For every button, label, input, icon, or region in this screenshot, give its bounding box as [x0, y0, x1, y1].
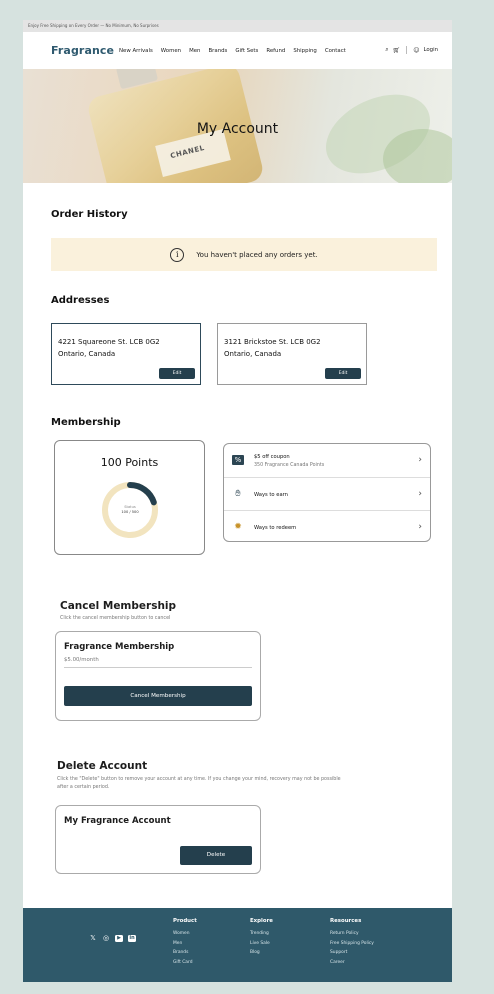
- addresses-title: Addresses: [51, 295, 110, 306]
- logo[interactable]: Fragrance: [51, 44, 115, 57]
- delete-account-button[interactable]: Delete: [180, 846, 252, 865]
- footer-link[interactable]: Men: [173, 940, 183, 946]
- hero-leaf: [383, 129, 452, 183]
- ways-to-earn-label: Ways to earn: [254, 492, 288, 498]
- footer-link[interactable]: Free Shipping Policy: [330, 940, 374, 946]
- nav-link-refund[interactable]: Refund: [266, 48, 286, 54]
- nav-link-women[interactable]: Women: [160, 48, 182, 54]
- chevron-right-icon: ›: [418, 455, 422, 465]
- nav-link-men[interactable]: Men: [189, 48, 201, 54]
- nav-actions: [385, 46, 438, 54]
- social-links: [89, 934, 136, 942]
- instagram-icon[interactable]: ◎: [102, 934, 110, 942]
- nav-link-new-arrivals[interactable]: New Arrivals: [119, 48, 153, 54]
- cancel-membership-subtitle: Click the cancel membership button to cancel: [60, 616, 171, 621]
- address-card[interactable]: [217, 323, 367, 385]
- footer-column-product: [173, 918, 197, 969]
- membership-plan-price: $5.00/month: [64, 657, 99, 663]
- coupon-subtitle: 350 Fragrance Canada Points: [254, 463, 325, 468]
- redeem-icon: ✹: [234, 522, 242, 532]
- address-line1: 3121 Brickstoe St. LCB 0G2: [224, 338, 321, 346]
- edit-address-button[interactable]: Edit: [159, 368, 195, 379]
- order-history-title: Order History: [51, 209, 128, 220]
- points-progress-ring: [99, 479, 161, 541]
- footer-heading: Product: [173, 918, 197, 924]
- membership-title: Membership: [51, 417, 121, 428]
- hero-banner: [23, 69, 452, 183]
- footer: [23, 908, 452, 982]
- divider: [64, 667, 252, 668]
- footer-link[interactable]: Women: [173, 931, 190, 936]
- footer-heading: Explore: [250, 918, 273, 924]
- footer-column-explore: [250, 918, 273, 960]
- empty-orders-notice: [51, 238, 437, 271]
- edit-address-button[interactable]: Edit: [325, 368, 361, 379]
- perfume-label-text: CHANEL: [169, 143, 206, 161]
- address-card[interactable]: [51, 323, 201, 385]
- points-label: 100 Points: [100, 456, 159, 469]
- announcement-bar: Enjoy Free Shipping on Every Order — No Minimum, No Surprises: [23, 20, 452, 32]
- search-icon[interactable]: ⌕: [385, 46, 389, 53]
- status-label: Status: [124, 505, 136, 509]
- footer-link[interactable]: Blog: [250, 950, 260, 955]
- nav-link-contact[interactable]: Contact: [324, 48, 346, 54]
- coupon-title: $5 off coupon: [254, 454, 290, 460]
- nav-divider: [406, 46, 407, 54]
- delete-account-title: Delete Account: [57, 760, 148, 772]
- coupon-row[interactable]: [224, 444, 430, 477]
- linkedin-icon[interactable]: in: [129, 934, 135, 941]
- membership-plan-card: [55, 631, 261, 721]
- cancel-membership-button[interactable]: Cancel Membership: [64, 686, 252, 706]
- info-icon: i: [170, 248, 184, 262]
- page: [23, 20, 452, 982]
- ways-to-redeem-row[interactable]: [224, 510, 430, 543]
- nav-links: [119, 48, 346, 54]
- ways-to-redeem-label: Ways to redeem: [254, 525, 297, 531]
- top-nav: [23, 32, 452, 69]
- footer-link[interactable]: Career: [330, 959, 345, 965]
- empty-orders-message: You haven't placed any orders yet.: [196, 250, 318, 259]
- account-card-title: My Fragrance Account: [64, 816, 171, 826]
- coupon-icon: %: [232, 455, 244, 465]
- footer-link[interactable]: Trending: [250, 931, 269, 936]
- address-line2: Ontario, Canada: [224, 350, 282, 358]
- user-icon[interactable]: ☺: [413, 46, 420, 54]
- footer-column-resources: [330, 918, 374, 969]
- address-line2: Ontario, Canada: [58, 350, 116, 358]
- footer-heading: Resources: [330, 918, 362, 924]
- address-line1: 4221 Squareone St. LCB 0G2: [58, 338, 160, 346]
- hand-coin-icon: ✋︎: [235, 489, 241, 499]
- account-card: [55, 805, 261, 874]
- nav-link-brands[interactable]: Brands: [208, 48, 228, 54]
- login-link[interactable]: Login: [423, 47, 438, 53]
- footer-link[interactable]: Return Policy: [330, 931, 359, 936]
- footer-link[interactable]: Live Sale: [250, 940, 270, 946]
- footer-link[interactable]: Brands: [173, 950, 189, 955]
- page-title: My Account: [196, 121, 279, 137]
- nav-link-gift-sets[interactable]: Gift Sets: [235, 48, 259, 54]
- footer-link[interactable]: Support: [330, 950, 348, 955]
- footer-link[interactable]: Gift Card: [173, 959, 193, 965]
- membership-actions: [223, 443, 431, 542]
- chevron-right-icon: ›: [418, 489, 422, 499]
- points-card: [54, 440, 205, 555]
- cart-icon[interactable]: 🛒︎: [392, 46, 401, 54]
- chevron-right-icon: ›: [418, 522, 422, 532]
- membership-plan-title: Fragrance Membership: [64, 642, 175, 652]
- cancel-membership-title: Cancel Membership: [60, 600, 177, 612]
- status-value: 100 / 500: [121, 510, 139, 514]
- nav-link-shipping[interactable]: Shipping: [293, 48, 317, 54]
- youtube-icon[interactable]: ▶: [115, 935, 123, 942]
- delete-account-description: Click the "Delete" button to remove your account at any time. If you change your mind, recovery may not be possible after a certain period.: [57, 777, 341, 790]
- ways-to-earn-row[interactable]: [224, 477, 430, 510]
- x-icon[interactable]: 𝕏: [90, 934, 96, 942]
